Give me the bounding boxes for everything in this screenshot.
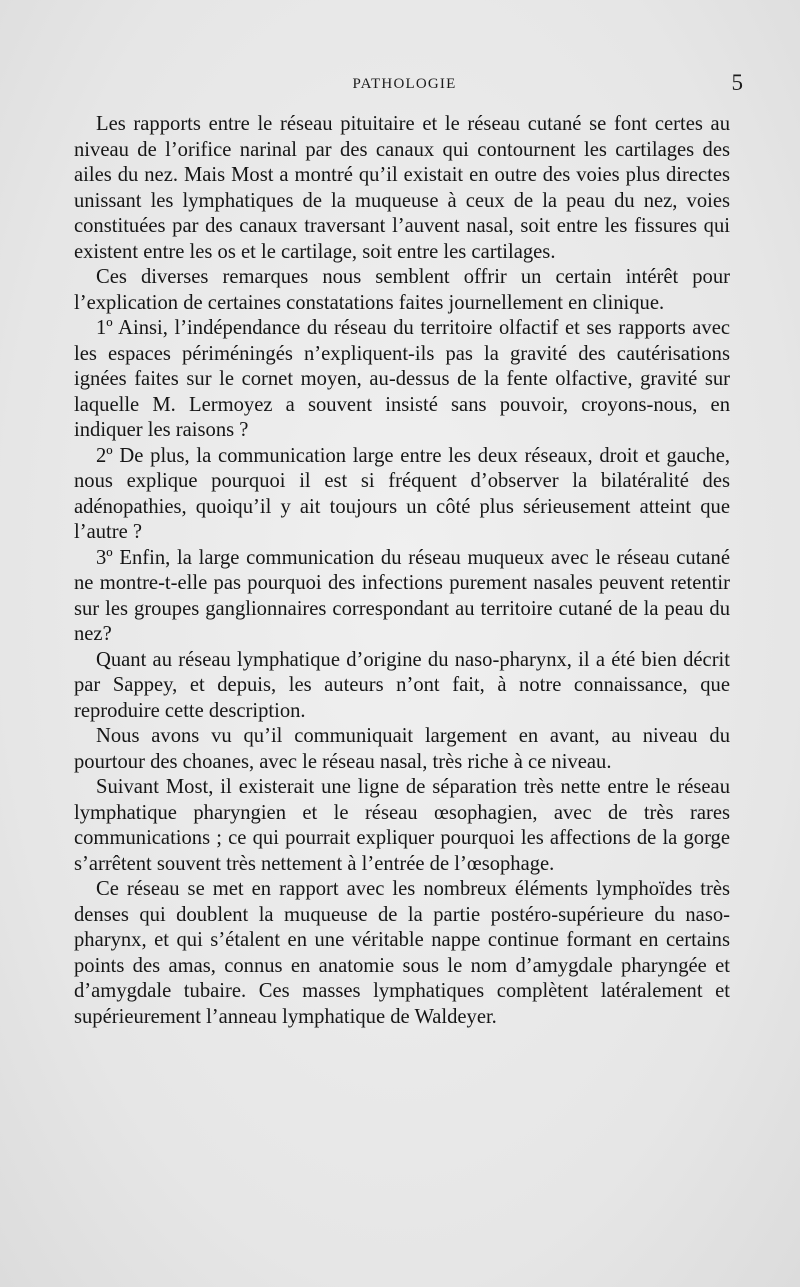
paragraph-9: Ce réseau se met en rapport avec les nombreux éléments lymphoïdes très denses qui doublent la muqueuse de la partie postéro-supérieure du naso-pharynx, et qui s’étalent en une véritable nappe continue formant en certains points des amas, connus en anatomie sous le nom d’amygdale pharyngée et d’amygdale tubaire. Ces masses lymphatiques complètent latéralement et supérieurement l’anneau lymphatique de Waldeyer. <box>74 878 730 1028</box>
paragraph-3: 1º Ainsi, l’indépendance du réseau du territoire olfactif et ses rapports avec les espaces périméningés n’expliquent-ils pas la gravité des cautérisations ignées faites sur le cornet moyen, au-dessus de la fente olfactive, gravité sur laquelle M. Lermoyez a souvent insisté sans pouvoir, croyons-nous, en indiquer les raisons ? <box>74 317 730 441</box>
paragraph-8: Suivant Most, il existerait une ligne de séparation très nette entre le réseau lymphatique pharyngien et le réseau œsophagien, avec de très rares communications ; ce qui pourrait expliquer pourquoi les affections de la gorge s’arrêtent souvent très nettement à l’entrée de l’œsophage. <box>74 776 730 875</box>
running-title: PATHOLOGIE <box>352 76 457 92</box>
running-head <box>72 70 743 100</box>
body-text <box>74 112 730 1030</box>
paragraph-7: Nous avons vu qu’il communiquait largement en avant, au niveau du pourtour des choanes, avec le réseau nasal, très riche à ce niveau. <box>74 725 730 773</box>
paragraph-6: Quant au réseau lymphatique d’origine du naso-pharynx, il a été bien décrit par Sappey, et depuis, les auteurs n’ont fait, à notre connaissance, que reproduire cette description. <box>74 648 730 722</box>
paragraph-5: 3º Enfin, la large communication du réseau muqueux avec le réseau cutané ne montre-t-elle pas pourquoi des infections purement nasales peuvent retentir sur les groupes ganglionnaires correspondant au territoire cutané de la peau du nez? <box>74 546 730 645</box>
paragraph-4: 2º De plus, la communication large entre les deux réseaux, droit et gauche, nous explique pourquoi il est si fréquent d’observer la bilatéralité des adénopathies, quoiqu’il y ait toujours un côté plus sérieusement atteint que l’autre ? <box>74 444 730 543</box>
paragraph-1: Les rapports entre le réseau pituitaire et le réseau cutané se font certes au niveau de l’orifice narinal par des canaux qui contournent les cartilages des ailes du nez. Mais Most a montré qu’il existait en outre des voies plus directes unissant les lymphatiques de la muqueuse à ceux de la peau du nez, voies constituées par des canaux traversant l’auvent nasal, soit entre les fissures qui existent entre les os et le cartilage, soit entre les cartilages. <box>74 113 730 263</box>
paragraph-2: Ces diverses remarques nous semblent offrir un certain intérêt pour l’explication de certaines constatations faites journellement en clinique. <box>74 266 730 314</box>
page-number: 5 <box>731 70 743 95</box>
